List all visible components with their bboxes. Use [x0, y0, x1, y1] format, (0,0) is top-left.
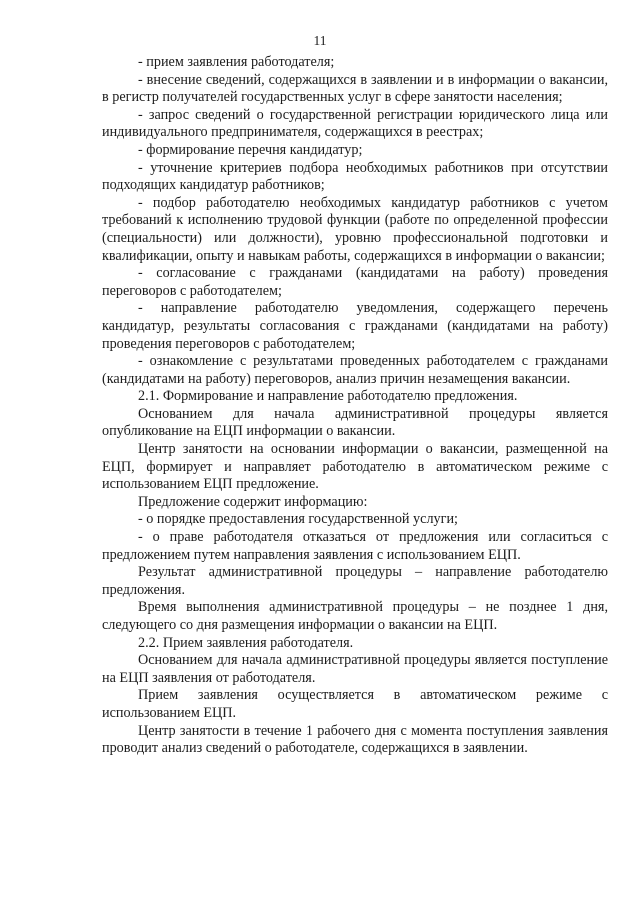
paragraph: - подбор работодателю необходимых кандидатур работников с учетом требований к исполнению трудовой функции (работе по определенной профессии (специальности) или должности), уровню профессиональной подготовки и квалификации, опыту и навыкам работы, содержащихся в информации о вакансии; [102, 194, 608, 264]
paragraph: Центр занятости на основании информации о вакансии, размещенной на ЕЦП, формирует и направляет работодателю в автоматическом режиме с использованием ЕЦП предложение. [102, 441, 608, 493]
paragraph: - направление работодателю уведомления, содержащего перечень кандидатур, результаты согласования с гражданами (кандидатами на работу) проведения переговоров с работодателем; [102, 300, 608, 352]
paragraph: - уточнение критериев подбора необходимых работников при отсутствии подходящих кандидатур работников; [102, 159, 608, 194]
paragraph: - формирование перечня кандидатур; [138, 141, 363, 158]
paragraph: Основанием для начала административной процедуры является поступление на ЕЦП заявления от работодателя. [102, 652, 608, 686]
paragraph: - прием заявления работодателя; [138, 54, 335, 70]
paragraph: Предложение содержит информацию: [138, 493, 368, 510]
page-number: 11 [313, 33, 327, 48]
section-heading: 2.1. Формирование и направление работодателю предложения. [138, 388, 518, 405]
paragraph: Результат административной процедуры – направление работодателю предложения. [102, 564, 608, 598]
paragraph: - ознакомление с результатами проведенных работодателем с гражданами (кандидатами на работу) переговоров, анализ причин незамещения вакансии. [102, 353, 608, 387]
paragraph: - запрос сведений о государственной регистрации юридического лица или индивидуального предпринимателя, содержащихся в реестрах; [102, 106, 608, 141]
document-body [102, 54, 608, 758]
paragraph: Основанием для начала административной процедуры является опубликование на ЕЦП информации о вакансии. [102, 405, 608, 440]
section-heading: 2.2. Прием заявления работодателя. [138, 634, 354, 651]
paragraph: - согласование с гражданами (кандидатами на работу) проведения переговоров с работодателем; [102, 265, 608, 299]
paragraph: Центр занятости в течение 1 рабочего дня с момента поступления заявления проводит анализ сведений о работодателе, содержащихся в заявлении. [102, 722, 608, 757]
paragraph: - о праве работодателя отказаться от предложения или согласиться с предложением путем направления заявления с использованием ЕЦП. [102, 529, 608, 563]
paragraph: Прием заявления осуществляется в автоматическом режиме с использованием ЕЦП. [102, 687, 608, 721]
paragraph: - внесение сведений, содержащихся в заявлении и в информации о вакансии, в регистр получателей государственных услуг в сфере занятости населения; [102, 71, 608, 106]
paragraph: Время выполнения административной процедуры – не позднее 1 дня, следующего со дня размещения информации о вакансии на ЕЦП. [102, 599, 608, 633]
paragraph: - о порядке предоставления государственной услуги; [138, 511, 458, 528]
